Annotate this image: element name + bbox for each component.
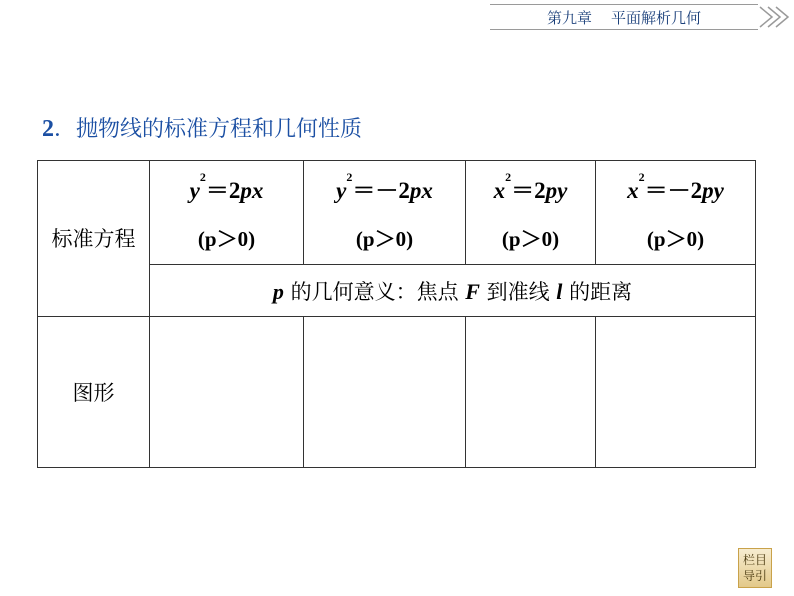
equation: $y^2=2px$ xyxy=(189,170,264,203)
equation: $y^2=-2px$ xyxy=(336,170,433,203)
equation-cell xyxy=(150,161,304,265)
graph-cell xyxy=(150,317,304,468)
condition: (p＞0) xyxy=(355,227,414,251)
equation: $x^2=-2py$ xyxy=(627,170,724,203)
equation: $x^2=2py$ xyxy=(493,170,568,203)
section-separator: ． xyxy=(54,117,77,142)
nav-label-line2: 导引 xyxy=(742,569,767,583)
condition: (p＞0) xyxy=(501,227,560,251)
nav-label-line1: 栏目 xyxy=(742,553,767,567)
p-meaning-cell: p 的几何意义：焦点 F 到准线 l 的距离 xyxy=(150,265,756,317)
row-label-graph: 图形 xyxy=(38,317,150,468)
parabola-table xyxy=(37,160,756,468)
equation-cell xyxy=(466,161,596,265)
table-row-graph xyxy=(38,317,756,468)
banner-chevron-icon xyxy=(758,4,792,30)
graph-cell xyxy=(596,317,756,468)
chapter-banner xyxy=(490,4,758,30)
row-label-standard-equation: 标准方程 xyxy=(38,161,150,317)
condition: (p＞0) xyxy=(646,227,705,251)
graph-cell xyxy=(304,317,466,468)
section-number: 2 xyxy=(42,116,54,142)
section-title: 抛物线的标准方程和几何性质 xyxy=(76,117,363,142)
table-row-equations xyxy=(38,161,756,265)
section-nav-button[interactable] xyxy=(738,548,772,588)
condition: (p＞0) xyxy=(197,227,256,251)
section-heading xyxy=(42,112,362,143)
equation-cell xyxy=(596,161,756,265)
graph-cell xyxy=(466,317,596,468)
chapter-label: 第九章 平面解析几何 xyxy=(546,8,702,27)
equation-cell xyxy=(304,161,466,265)
